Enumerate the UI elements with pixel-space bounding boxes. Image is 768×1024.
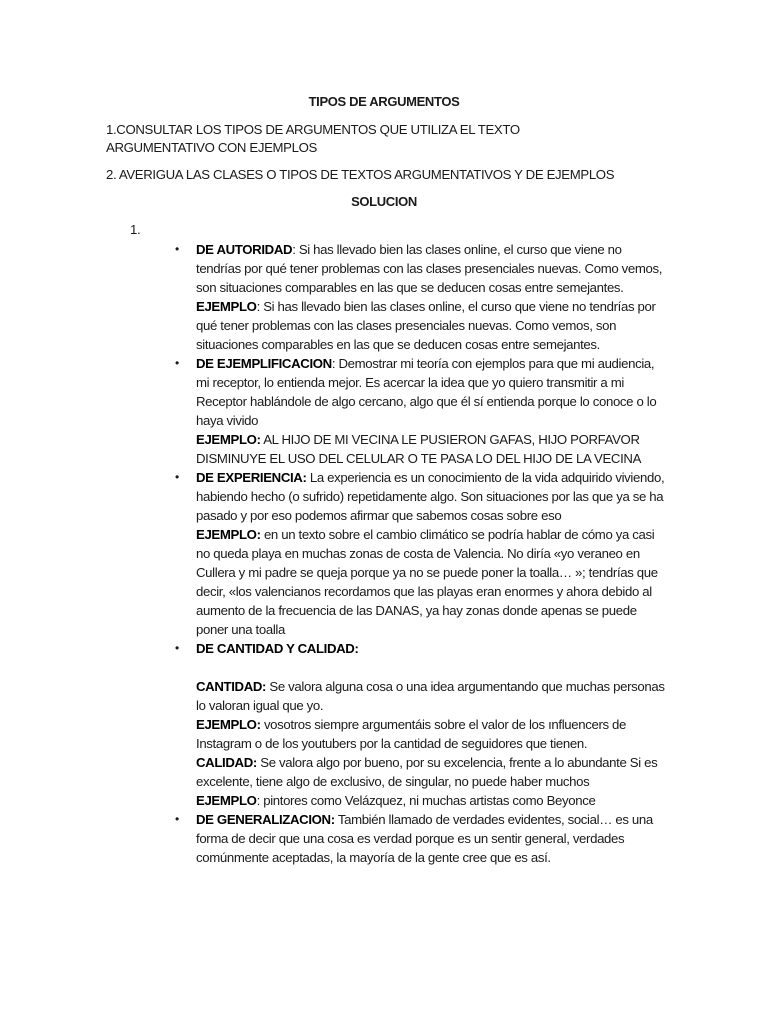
example-text: vosotros siempre argumentáis sobre el valor de los ınfluencers de Instagram o de los youtubers por la cantidad de seguidores que tienen. (196, 717, 627, 751)
bullet-icon: • (175, 242, 179, 256)
example-text: en un texto sobre el cambio climático se podría hablar de cómo ya casi no queda playa en muchas zonas de costa de Valencia. No diría «yo veraneo en Cullera y mi padre se queja porque ya no se puede poner la toalla… »; tendrías que decir, «los valencianos recordamos que las playas eran enormes y ahora debido al aumento de la frecuencia de las DANAS, ya hay zonas donde apenas se puede poner una toalla (196, 527, 658, 637)
cantidad-description (196, 677, 668, 715)
item-description (196, 810, 668, 867)
list-item-cantidad-calidad (175, 639, 668, 810)
list-number: 1. (130, 222, 141, 237)
item-example (196, 297, 668, 354)
example-text: : pintores como Velázquez, ni muchas artistas como Beyonce (256, 793, 596, 808)
item-text: : Si has llevado bien las clases online, el curso que viene no tendrías por qué tener problemas con las clases presenciales nuevas. Como vemos, son situaciones comparables en las que se deducen cosas entre semejantes. (196, 242, 663, 295)
bullet-icon: • (175, 641, 179, 655)
item-description (196, 468, 668, 525)
list-item-autoridad (175, 240, 668, 354)
item-text: También llamado de verdades evidentes, social… es una forma de decir que una cosa es verdad porque es un sentir general, verdades comúnmente aceptadas, la mayoría de la gente cree que es así. (196, 812, 653, 865)
question-2: 2. AVERIGUA LAS CLASES O TIPOS DE TEXTOS ARGUMENTATIVOS Y DE EJEMPLOS (106, 167, 615, 182)
item-heading: DE EXPERIENCIA: (196, 470, 307, 485)
argument-types-list (175, 240, 668, 867)
solution-heading: SOLUCION (351, 194, 417, 209)
item-text: : Demostrar mi teoría con ejemplos para que mi audiencia, mi receptor, lo entienda mejor. Es acercar la idea que yo quiero transmitir a mi Receptor hablándole de algo cercano, algo que él sí entienda porque lo conoce o lo haya vivido (196, 356, 657, 428)
item-description (196, 240, 668, 297)
item-heading: DE EJEMPLIFICACION (196, 356, 332, 371)
list-item-ejemplificacion (175, 354, 668, 468)
item-example (196, 430, 668, 468)
example-label: EJEMPLO: (196, 717, 261, 732)
example-label: EJEMPLO: (196, 432, 261, 447)
cantidad-label: CANTIDAD: (196, 679, 267, 694)
calidad-label: CALIDAD: (196, 755, 257, 770)
item-example (196, 525, 668, 639)
bullet-icon: • (175, 470, 179, 484)
list-item-experiencia (175, 468, 668, 639)
cantidad-example (196, 715, 668, 753)
calidad-example (196, 791, 668, 810)
item-heading: DE CANTIDAD Y CALIDAD: (196, 641, 359, 656)
cantidad-text: Se valora alguna cosa o una idea argumentando que muchas personas lo valoran igual que yo. (196, 679, 665, 713)
item-heading: DE AUTORIDAD (196, 242, 293, 257)
calidad-text: Se valora algo por bueno, por su excelencia, frente a lo abundante Si es excelente, tiene algo de exclusivo, de singular, no puede haber muchos (196, 755, 658, 789)
document-title: TIPOS DE ARGUMENTOS (308, 94, 460, 109)
item-heading: DE GENERALIZACION: (196, 812, 335, 827)
calidad-description (196, 753, 668, 791)
example-text: AL HIJO DE MI VECINA LE PUSIERON GAFAS, HIJO PORFAVOR DISMINUYE EL USO DEL CELULAR O TE PASA LO DEL HIJO DE LA VECINA (196, 432, 642, 466)
blank-line (196, 658, 668, 677)
example-label: EJEMPLO (196, 299, 257, 314)
item-text: La experiencia es un conocimiento de la vida adquirido viviendo, habiendo hecho (o sufrido) repetidamente algo. Son situaciones por las que ya se ha pasado y por eso podemos afirmar que sabemos cosas sobre eso (196, 470, 665, 523)
question-1: 1.CONSULTAR LOS TIPOS DE ARGUMENTOS QUE UTILIZA EL TEXTO ARGUMENTATIVO CON EJEMPLOS (106, 122, 520, 155)
example-text: : Si has llevado bien las clases online, el curso que viene no tendrías por qué tener problemas con las clases presenciales nuevas. Como vemos, son situaciones comparables en las que se deducen cosas entre semejantes. (196, 299, 656, 352)
list-item-generalizacion (175, 810, 668, 867)
bullet-icon: • (175, 812, 179, 826)
item-description (196, 354, 668, 430)
example-label: EJEMPLO: (196, 527, 261, 542)
example-label: EJEMPLO (196, 793, 257, 808)
bullet-icon: • (175, 356, 179, 370)
